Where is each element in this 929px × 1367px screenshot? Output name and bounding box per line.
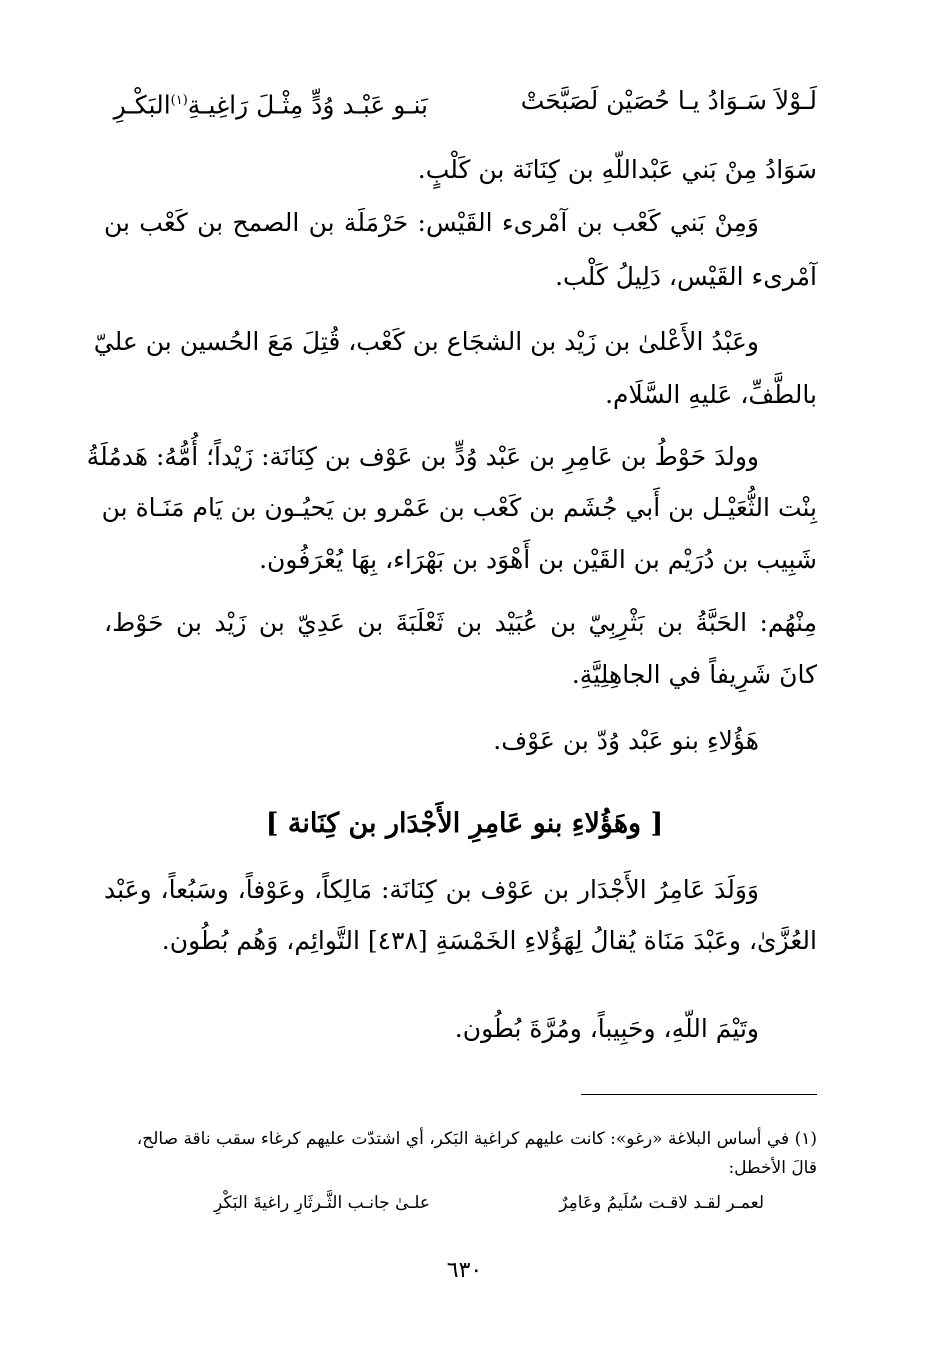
footnote-separator [581,1094,817,1095]
poem-verse [0,86,929,118]
paragraph-4-line-3: شَبِيب بن دُرَيْم بن القَيْن بن أَهْوَد بن بَهْرَاء، بِهَا يُعْرَفُون. [259,545,817,574]
section-heading: [ وهَؤُلاءِ بنو عَامِرِ الأَجْدَار بن كِنَانة ] [265,808,664,839]
paragraph-4-line-1: وولدَ حَوْطُ بن عَامِرِ بن عَبْد وُدٍّ بن عَوْف بن كِنَانَة: زَيْداً؛ أُمُّهُ: هَدمُلَةُ [86,442,759,471]
paragraph-2-line-1: وَمِنْ بَني كَعْب بن آمْرىء القَيْس: حَرْمَلَة بن الصمح بن كَعْب بن [104,208,759,237]
footnote-line-2: قالَ الأخطل: [728,1158,817,1178]
paragraph-3-line-2: بالطَّفِّ، عَليهِ السَّلَام. [605,380,817,409]
paragraph-5-line-2: كانَ شَرِيفاً في الجاهِلِيَّةِ. [571,660,817,689]
page-number: ٦٣٠ [446,1258,483,1283]
footnote-line-1: (١) في أساس البلاغة «رغو»: كانت عليهم كراغية البَكر، أي اشتدّت عليهم كرغاء سقب ناقة صالح، [136,1129,817,1149]
paragraph-6-line-1: هَؤُلاءِ بنو عَبْد وُدّ بن عَوْف. [493,726,759,755]
footnote-marker: (١) [170,93,188,108]
footnote-poem-right: لعمـر لقـد لاقـت سُلَيمُ وعَامِرٌ [559,1193,764,1213]
paragraph-2-line-2: آمْرىء القَيْس، دَلِيلُ كَلْب. [555,262,817,291]
paragraph-5-line-1: مِنْهُم: الحَبَّةُ بن بَثْرِبِيّ بن عُبَيْد بن ثَعْلَبَةَ بن عَدِيّ بن زَيْد بن حَوْط، [104,608,817,637]
paragraph-1-line-1: سَوَادُ مِنْ بَني عَبْداللّهِ بن كِنَانَة بن كَلْبٍ. [417,155,817,184]
poem-left-hemistich-end: البَكْـرِ [113,90,171,120]
paragraph-8-line-1: وتَيْمَ اللّهِ، وحَبِيباً، ومُرَّةَ بُطُون. [454,1014,759,1043]
poem-left-hemistich-text: بَنـو عَبْـد وُدٍّ مِثْـلَ رَاغِيـةِ [187,90,428,120]
paragraph-4-line-2: بِنْت الثُّعَيْـل بن أَبي جُشَم بن كَعْب بن عَمْرو بن يَحيُـون بن يَام مَنَـاة بن [101,493,817,522]
footnote-poem-left: علـىٰ جانـب الثَّـرثَارِ راغيةَ البَكْرِ [213,1193,430,1213]
paragraph-7-line-1: وَوَلَدَ عَامِرُ الأَجْدَار بن عَوْف بن كِنَانَة: مَالِكاً، وعَوْفاً، وسَبُعاً، وعَبْد [104,875,759,904]
footnote-poem [0,1192,929,1216]
paragraph-7-line-2: العُزَّىٰ، وعَبْدَ مَنَاة يُقالُ لِهَؤُلاءِ الخَمْسَةِ [٤٣٨] التَّوائِم، وَهُم بُطُون. [161,926,817,955]
poem-right-hemistich: لَـوْلاَ سَـوَادُ يـا حُصَيْن لَصَبَّحَتْ [520,86,817,115]
paragraph-3-line-1: وعَبْدُ الأَعْلىٰ بن زَيْد بن الشجَاع بن كَعْب، قُتِلَ مَعَ الحُسين بن عليّ [93,327,759,356]
poem-left-hemistich [108,86,428,120]
